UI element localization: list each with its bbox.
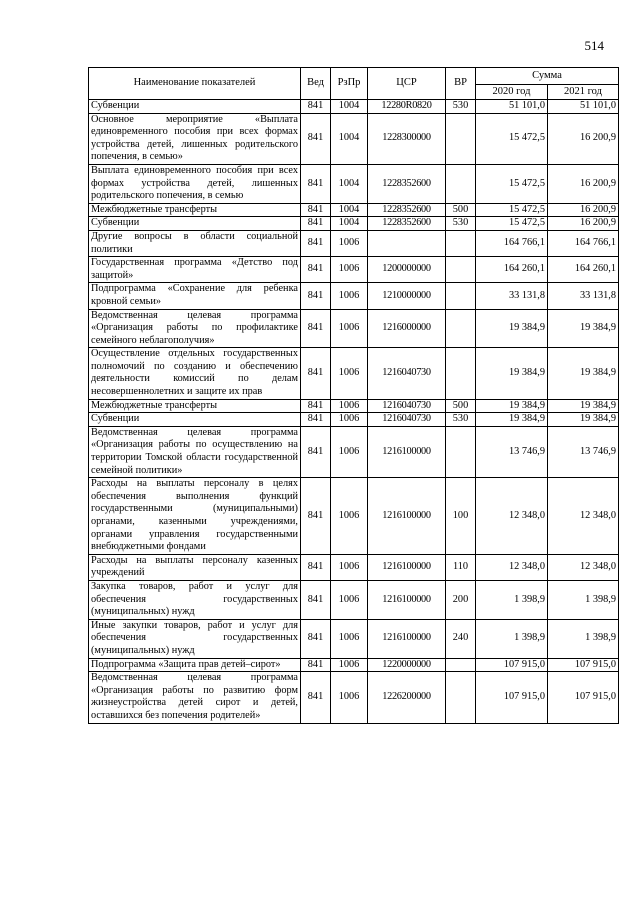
row-sum-2020: 164 260,1 <box>476 257 548 283</box>
row-ved: 841 <box>301 426 331 477</box>
row-rzpr: 1006 <box>331 619 368 658</box>
row-sum-2021: 1 398,9 <box>548 580 619 619</box>
row-vr <box>446 658 476 672</box>
row-csr: 1216100000 <box>368 580 446 619</box>
table-row <box>89 554 619 580</box>
row-rzpr: 1004 <box>331 203 368 217</box>
row-sum-2020: 15 472,5 <box>476 164 548 203</box>
row-name: Закупка товаров, работ и услуг для обеспечения государственных (муниципальных) нужд <box>89 580 301 619</box>
row-rzpr: 1006 <box>331 257 368 283</box>
row-sum-2020: 51 101,0 <box>476 100 548 114</box>
row-rzpr: 1006 <box>331 230 368 256</box>
row-rzpr: 1006 <box>331 672 368 723</box>
row-sum-2020: 19 384,9 <box>476 413 548 427</box>
row-csr: 1228352600 <box>368 203 446 217</box>
row-csr: 1228300000 <box>368 113 446 164</box>
row-sum-2021: 12 348,0 <box>548 554 619 580</box>
row-vr <box>446 257 476 283</box>
row-sum-2021: 19 384,9 <box>548 413 619 427</box>
header-name: Наименование показателей <box>89 68 301 100</box>
row-name: Выплата единовременного пособия при всех формах устройства детей, лишенных родительского попечения, в семью <box>89 164 301 203</box>
row-rzpr: 1006 <box>331 478 368 555</box>
table-row <box>89 309 619 348</box>
row-csr: 1220000000 <box>368 658 446 672</box>
table-body <box>89 100 619 724</box>
row-ved: 841 <box>301 478 331 555</box>
header-csr: ЦСР <box>368 68 446 100</box>
row-rzpr: 1004 <box>331 217 368 231</box>
row-sum-2020: 1 398,9 <box>476 619 548 658</box>
table-row <box>89 283 619 309</box>
row-name: Подпрограмма «Сохранение для ребенка кровной семьи» <box>89 283 301 309</box>
row-rzpr: 1006 <box>331 426 368 477</box>
row-name: Межбюджетные трансферты <box>89 203 301 217</box>
table-row <box>89 658 619 672</box>
row-ved: 841 <box>301 554 331 580</box>
row-name: Основное мероприятие «Выплата единовременного пособия при всех формах устройства детей, лишенных родительского попечения, в семью» <box>89 113 301 164</box>
row-vr: 530 <box>446 217 476 231</box>
row-ved: 841 <box>301 672 331 723</box>
row-rzpr: 1004 <box>331 100 368 114</box>
row-csr: 1216100000 <box>368 554 446 580</box>
row-sum-2020: 19 384,9 <box>476 309 548 348</box>
row-sum-2020: 107 915,0 <box>476 672 548 723</box>
row-sum-2020: 1 398,9 <box>476 580 548 619</box>
table-row <box>89 100 619 114</box>
row-csr: 1216040730 <box>368 413 446 427</box>
row-sum-2020: 12 348,0 <box>476 478 548 555</box>
row-name: Ведомственная целевая программа «Организация работы по профилактике семейного неблагополучия» <box>89 309 301 348</box>
row-rzpr: 1006 <box>331 348 368 399</box>
row-vr: 530 <box>446 413 476 427</box>
row-ved: 841 <box>301 309 331 348</box>
row-name: Субвенции <box>89 217 301 231</box>
row-ved: 841 <box>301 164 331 203</box>
row-rzpr: 1006 <box>331 399 368 413</box>
row-csr: 12280R0820 <box>368 100 446 114</box>
row-name: Другие вопросы в области социальной политики <box>89 230 301 256</box>
table-row <box>89 619 619 658</box>
table-row <box>89 217 619 231</box>
row-sum-2021: 164 260,1 <box>548 257 619 283</box>
row-rzpr: 1006 <box>331 309 368 348</box>
row-vr <box>446 426 476 477</box>
table-row <box>89 413 619 427</box>
row-vr: 100 <box>446 478 476 555</box>
table-row <box>89 672 619 723</box>
row-sum-2021: 1 398,9 <box>548 619 619 658</box>
row-name: Субвенции <box>89 413 301 427</box>
table-row <box>89 164 619 203</box>
row-vr <box>446 283 476 309</box>
page-number: 514 <box>584 38 604 53</box>
table-row <box>89 257 619 283</box>
header-sum: Сумма <box>476 68 619 85</box>
row-vr <box>446 348 476 399</box>
row-vr <box>446 113 476 164</box>
row-ved: 841 <box>301 283 331 309</box>
row-sum-2021: 16 200,9 <box>548 113 619 164</box>
row-rzpr: 1006 <box>331 580 368 619</box>
row-vr: 110 <box>446 554 476 580</box>
row-rzpr: 1004 <box>331 164 368 203</box>
row-ved: 841 <box>301 217 331 231</box>
row-sum-2020: 15 472,5 <box>476 203 548 217</box>
row-name: Расходы на выплаты персоналу казенных учреждений <box>89 554 301 580</box>
row-sum-2021: 107 915,0 <box>548 658 619 672</box>
row-rzpr: 1006 <box>331 413 368 427</box>
header-year-2021: 2021 год <box>548 85 619 100</box>
row-name: Государственная программа «Детство под защитой» <box>89 257 301 283</box>
row-sum-2021: 13 746,9 <box>548 426 619 477</box>
row-vr <box>446 672 476 723</box>
row-sum-2021: 19 384,9 <box>548 309 619 348</box>
row-ved: 841 <box>301 257 331 283</box>
row-ved: 841 <box>301 413 331 427</box>
row-csr: 1200000000 <box>368 257 446 283</box>
row-rzpr: 1004 <box>331 113 368 164</box>
row-rzpr: 1006 <box>331 658 368 672</box>
row-ved: 841 <box>301 399 331 413</box>
row-csr: 1216100000 <box>368 426 446 477</box>
row-sum-2021: 107 915,0 <box>548 672 619 723</box>
row-sum-2021: 19 384,9 <box>548 399 619 413</box>
budget-table <box>88 67 619 724</box>
row-vr <box>446 230 476 256</box>
table-row <box>89 426 619 477</box>
row-sum-2020: 107 915,0 <box>476 658 548 672</box>
table-row <box>89 580 619 619</box>
row-rzpr: 1006 <box>331 554 368 580</box>
row-csr <box>368 230 446 256</box>
row-name: Субвенции <box>89 100 301 114</box>
row-name: Ведомственная целевая программа «Организация работы по осуществлению на территории Томской области государственной семейной политики» <box>89 426 301 477</box>
row-csr: 1228352600 <box>368 164 446 203</box>
row-ved: 841 <box>301 619 331 658</box>
row-vr <box>446 164 476 203</box>
row-csr: 1210000000 <box>368 283 446 309</box>
row-vr <box>446 309 476 348</box>
row-csr: 1228352600 <box>368 217 446 231</box>
row-vr: 240 <box>446 619 476 658</box>
header-ved: Вед <box>301 68 331 100</box>
row-vr: 200 <box>446 580 476 619</box>
row-sum-2020: 164 766,1 <box>476 230 548 256</box>
row-ved: 841 <box>301 203 331 217</box>
row-sum-2021: 16 200,9 <box>548 203 619 217</box>
row-ved: 841 <box>301 348 331 399</box>
row-name: Ведомственная целевая программа «Организация работы по развитию форм жизнеустройства детей сирот и детей, оставшихся без попечения родителей» <box>89 672 301 723</box>
row-sum-2020: 33 131,8 <box>476 283 548 309</box>
table-row <box>89 113 619 164</box>
table-row <box>89 478 619 555</box>
header-year-2020: 2020 год <box>476 85 548 100</box>
row-rzpr: 1006 <box>331 283 368 309</box>
row-csr: 1216000000 <box>368 309 446 348</box>
row-sum-2021: 16 200,9 <box>548 164 619 203</box>
row-sum-2021: 19 384,9 <box>548 348 619 399</box>
row-sum-2020: 15 472,5 <box>476 113 548 164</box>
row-sum-2020: 19 384,9 <box>476 348 548 399</box>
row-ved: 841 <box>301 113 331 164</box>
table-row <box>89 399 619 413</box>
row-sum-2020: 19 384,9 <box>476 399 548 413</box>
header-rzpr: РзПр <box>331 68 368 100</box>
row-name: Межбюджетные трансферты <box>89 399 301 413</box>
row-sum-2021: 12 348,0 <box>548 478 619 555</box>
table-row <box>89 348 619 399</box>
row-ved: 841 <box>301 580 331 619</box>
row-sum-2021: 164 766,1 <box>548 230 619 256</box>
row-csr: 1216100000 <box>368 619 446 658</box>
row-sum-2021: 33 131,8 <box>548 283 619 309</box>
row-ved: 841 <box>301 100 331 114</box>
row-sum-2020: 12 348,0 <box>476 554 548 580</box>
row-csr: 1226200000 <box>368 672 446 723</box>
row-csr: 1216040730 <box>368 399 446 413</box>
row-csr: 1216040730 <box>368 348 446 399</box>
row-vr: 500 <box>446 399 476 413</box>
row-ved: 841 <box>301 230 331 256</box>
row-name: Подпрограмма «Защита прав детей–сирот» <box>89 658 301 672</box>
row-sum-2021: 16 200,9 <box>548 217 619 231</box>
row-name: Осуществление отдельных государственных полномочий по созданию и обеспечению деятельности комиссий по делам несовершеннолетних и защите их прав <box>89 348 301 399</box>
row-csr: 1216100000 <box>368 478 446 555</box>
table-row <box>89 230 619 256</box>
row-name: Иные закупки товаров, работ и услуг для обеспечения государственных (муниципальных) нужд <box>89 619 301 658</box>
row-name: Расходы на выплаты персоналу в целях обеспечения выполнения функций государственными (муниципальными) органами, казенными учреждениями, органами управления государственными внебюджетными фондами <box>89 478 301 555</box>
row-ved: 841 <box>301 658 331 672</box>
row-sum-2020: 15 472,5 <box>476 217 548 231</box>
table-row <box>89 203 619 217</box>
row-vr: 530 <box>446 100 476 114</box>
row-sum-2020: 13 746,9 <box>476 426 548 477</box>
row-vr: 500 <box>446 203 476 217</box>
header-vr: ВР <box>446 68 476 100</box>
row-sum-2021: 51 101,0 <box>548 100 619 114</box>
